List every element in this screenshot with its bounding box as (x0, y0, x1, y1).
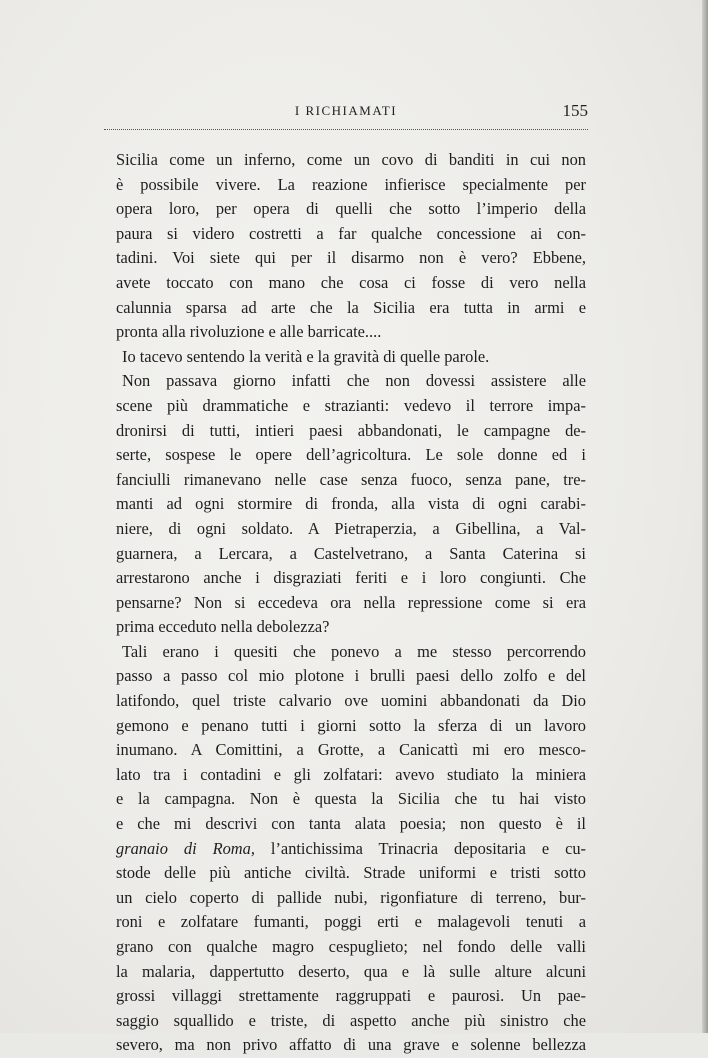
text-line: prima ecceduto nella debolezza? (116, 617, 330, 637)
header-rule (104, 129, 588, 130)
text-line: latifondo, quel triste calvario ove uomini abbandonati da Dio (116, 691, 586, 711)
text-line: opera loro, per opera di quelli che sotto l’imperio della (116, 199, 586, 219)
running-title: I RICHIAMATI (294, 103, 398, 118)
text-line: serte, sospese le opere dell’agricoltura. Le sole donne ed i (116, 445, 586, 465)
text-line: Non passava giorno infatti che non dovessi assistere alle (122, 371, 586, 391)
text-line: inumano. A Comittini, a Grotte, a Canicattì mi ero mesco- (116, 740, 586, 760)
text-line: fanciulli rimanevano nelle case senza fuoco, senza pane, tre- (116, 469, 586, 489)
text-line: e la campagna. Non è questa la Sicilia che tu hai visto (116, 789, 586, 809)
text-line: calunnia sparsa ad arte che la Sicilia era tutta in armi e (116, 297, 586, 317)
text-line: stode delle più antiche civiltà. Strade uniformi e tristi sotto (116, 863, 586, 883)
text-line: manti ad ogni stormire di fronda, alla vista di ogni carabi- (116, 494, 586, 514)
text-line: niere, di ogni soldato. A Pietraperzia, a Gibellina, a Val- (116, 518, 586, 538)
text-line: tadini. Voi siete qui per il disarmo non è vero? Ebbene, (116, 248, 586, 268)
text-line: dronirsi di tutti, intieri paesi abbandonati, le campagne de- (116, 420, 586, 440)
text-line: roni e zolfatare fumanti, poggi erti e malagevoli tenuti a (116, 912, 586, 932)
text-line: Io tacevo sentendo la verità e la gravità di quelle parole. (122, 346, 490, 366)
text-line: Tali erano i quesiti che ponevo a me stesso percorrendo (122, 641, 586, 661)
page-header (104, 101, 588, 127)
text-line: passo a passo col mio plotone i brulli paesi dello zolfo e del (116, 666, 586, 686)
text-line: un cielo coperto di pallide nubi, rigonfiature di terreno, bur- (116, 887, 586, 907)
text-line: lato tra i contadini e gli zolfatari: avevo studiato la miniera (116, 764, 586, 784)
text-line: è possibile vivere. La reazione infierisce specialmente per (116, 174, 586, 194)
text-line: guarnera, a Lercara, a Castelvetrano, a Santa Caterina si (116, 543, 586, 563)
text-line: severo, ma non privo affatto di una grave e solenne bellezza (116, 1035, 586, 1055)
text-line: grano con qualche magro cespuglieto; nel fondo delle valli (116, 937, 586, 956)
text-line: scene più drammatiche e strazianti: vedevo il terrore impa- (116, 395, 586, 415)
text-line: saggio squallido e triste, di aspetto anche più sinistro che (116, 1010, 586, 1030)
text-line: la malaria, dappertutto deserto, qua e là sulle alture alcuni (116, 961, 586, 981)
text-line: paura si videro costretti a far qualche concessione ai con- (116, 223, 586, 243)
line-continuation: l’antichissima Trinacria depositaria e cu- (254, 838, 587, 858)
text-line: pronta alla rivoluzione e alle barricate.... (116, 322, 382, 342)
text-line: grossi villaggi strettamente raggruppati e paurosi. Un pae- (116, 986, 586, 1006)
italic-phrase: granaio di Roma, (116, 838, 255, 858)
page-number: 155 (562, 101, 588, 120)
body-text (116, 148, 586, 1058)
page-edge-shadow (702, 0, 708, 1033)
text-line (116, 837, 586, 862)
text-line: gemono e penano tutti i giorni sotto la sferza di un lavoro (116, 715, 586, 735)
text-line: pensarne? Non si eccedeva ora nella repressione come si era (116, 592, 586, 612)
text-line: arrestarono anche i disgraziati feriti e i loro congiunti. Che (116, 568, 586, 588)
text-line: Sicilia come un inferno, come un covo di banditi in cui non (116, 150, 586, 169)
text-line: avete toccato con mano che cosa ci fosse di vero nella (116, 272, 586, 292)
text-line: e che mi descrivi con tanta alata poesia; non questo è il (116, 814, 586, 834)
